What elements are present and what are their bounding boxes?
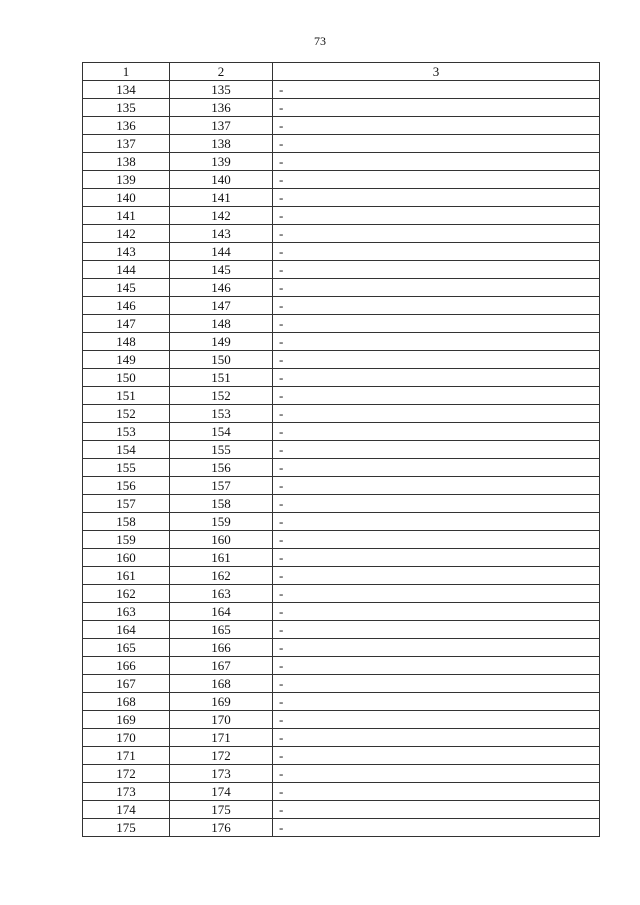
table-row — [83, 81, 600, 99]
column-header-2: 2 — [170, 63, 273, 81]
table-row — [83, 747, 600, 765]
table-row — [83, 495, 600, 513]
table-cell-col1: 174 — [83, 801, 170, 819]
table-row — [83, 423, 600, 441]
table-cell-col2: 171 — [170, 729, 273, 747]
table-row — [83, 441, 600, 459]
table-cell-col3: - — [273, 765, 600, 783]
table-cell-col1: 151 — [83, 387, 170, 405]
table-cell-col2: 173 — [170, 765, 273, 783]
table-cell-col2: 135 — [170, 81, 273, 99]
table-cell-col1: 156 — [83, 477, 170, 495]
table-row — [83, 513, 600, 531]
table-cell-col2: 166 — [170, 639, 273, 657]
table-cell-col1: 147 — [83, 315, 170, 333]
table-row — [83, 603, 600, 621]
table-cell-col3: - — [273, 477, 600, 495]
table-cell-col1: 140 — [83, 189, 170, 207]
column-header-3: 3 — [273, 63, 600, 81]
table-cell-col2: 154 — [170, 423, 273, 441]
table-cell-col1: 146 — [83, 297, 170, 315]
table-cell-col3: - — [273, 423, 600, 441]
table-cell-col2: 136 — [170, 99, 273, 117]
table-cell-col1: 134 — [83, 81, 170, 99]
table-row — [83, 405, 600, 423]
table-cell-col2: 176 — [170, 819, 273, 837]
table-cell-col3: - — [273, 153, 600, 171]
table-cell-col2: 164 — [170, 603, 273, 621]
table-cell-col2: 145 — [170, 261, 273, 279]
table-cell-col3: - — [273, 603, 600, 621]
table-row — [83, 171, 600, 189]
table-row — [83, 819, 600, 837]
table-cell-col1: 167 — [83, 675, 170, 693]
table-row — [83, 711, 600, 729]
table-cell-col1: 139 — [83, 171, 170, 189]
table-cell-col1: 141 — [83, 207, 170, 225]
table-cell-col1: 159 — [83, 531, 170, 549]
table-cell-col2: 148 — [170, 315, 273, 333]
table-row — [83, 765, 600, 783]
table-cell-col3: - — [273, 117, 600, 135]
table-cell-col1: 172 — [83, 765, 170, 783]
table-cell-col3: - — [273, 657, 600, 675]
table-row — [83, 549, 600, 567]
table-row — [83, 369, 600, 387]
table-row — [83, 585, 600, 603]
table-cell-col3: - — [273, 279, 600, 297]
table-cell-col3: - — [273, 261, 600, 279]
table-cell-col2: 156 — [170, 459, 273, 477]
table-cell-col3: - — [273, 171, 600, 189]
table-cell-col2: 150 — [170, 351, 273, 369]
table-cell-col1: 162 — [83, 585, 170, 603]
table-row — [83, 261, 600, 279]
table-cell-col3: - — [273, 639, 600, 657]
table-cell-col1: 145 — [83, 279, 170, 297]
table-cell-col3: - — [273, 621, 600, 639]
table-cell-col1: 137 — [83, 135, 170, 153]
table-cell-col2: 161 — [170, 549, 273, 567]
table-cell-col3: - — [273, 315, 600, 333]
table-cell-col1: 148 — [83, 333, 170, 351]
table-row — [83, 225, 600, 243]
table-cell-col3: - — [273, 333, 600, 351]
table-row — [83, 297, 600, 315]
table-cell-col2: 159 — [170, 513, 273, 531]
table-row — [83, 477, 600, 495]
header-row — [83, 63, 600, 81]
table-row — [83, 693, 600, 711]
data-table — [82, 62, 600, 837]
table-cell-col1: 173 — [83, 783, 170, 801]
table-row — [83, 243, 600, 261]
table-cell-col1: 165 — [83, 639, 170, 657]
table-cell-col3: - — [273, 225, 600, 243]
table-row — [83, 189, 600, 207]
table-cell-col1: 168 — [83, 693, 170, 711]
table-cell-col1: 166 — [83, 657, 170, 675]
table-cell-col2: 140 — [170, 171, 273, 189]
table-row — [83, 639, 600, 657]
table-cell-col3: - — [273, 81, 600, 99]
table-cell-col2: 167 — [170, 657, 273, 675]
table-cell-col3: - — [273, 711, 600, 729]
table-cell-col3: - — [273, 729, 600, 747]
table-cell-col2: 142 — [170, 207, 273, 225]
table-cell-col3: - — [273, 369, 600, 387]
table-row — [83, 351, 600, 369]
table-cell-col1: 149 — [83, 351, 170, 369]
table-cell-col3: - — [273, 747, 600, 765]
table-cell-col2: 157 — [170, 477, 273, 495]
table-cell-col2: 174 — [170, 783, 273, 801]
table-cell-col3: - — [273, 459, 600, 477]
table-cell-col1: 144 — [83, 261, 170, 279]
table-cell-col1: 158 — [83, 513, 170, 531]
table-row — [83, 135, 600, 153]
table-cell-col1: 170 — [83, 729, 170, 747]
table-cell-col3: - — [273, 405, 600, 423]
table-cell-col2: 169 — [170, 693, 273, 711]
table-cell-col1: 152 — [83, 405, 170, 423]
table-cell-col1: 138 — [83, 153, 170, 171]
table-row — [83, 279, 600, 297]
table-cell-col3: - — [273, 675, 600, 693]
table-cell-col2: 147 — [170, 297, 273, 315]
table-row — [83, 387, 600, 405]
table-cell-col3: - — [273, 567, 600, 585]
table-cell-col3: - — [273, 783, 600, 801]
table-row — [83, 675, 600, 693]
table-cell-col3: - — [273, 387, 600, 405]
table-cell-col2: 138 — [170, 135, 273, 153]
table-cell-col1: 157 — [83, 495, 170, 513]
table-cell-col2: 153 — [170, 405, 273, 423]
table-row — [83, 333, 600, 351]
table-cell-col3: - — [273, 207, 600, 225]
table-cell-col1: 160 — [83, 549, 170, 567]
table-cell-col3: - — [273, 819, 600, 837]
table-cell-col2: 139 — [170, 153, 273, 171]
table-cell-col3: - — [273, 513, 600, 531]
table-cell-col1: 136 — [83, 117, 170, 135]
table-row — [83, 531, 600, 549]
table-cell-col3: - — [273, 351, 600, 369]
table-cell-col1: 155 — [83, 459, 170, 477]
table-row — [83, 801, 600, 819]
table-cell-col3: - — [273, 99, 600, 117]
table-cell-col2: 151 — [170, 369, 273, 387]
table-cell-col2: 158 — [170, 495, 273, 513]
table-row — [83, 117, 600, 135]
table-cell-col1: 153 — [83, 423, 170, 441]
table-cell-col1: 171 — [83, 747, 170, 765]
table-cell-col2: 146 — [170, 279, 273, 297]
table-cell-col2: 175 — [170, 801, 273, 819]
table-cell-col1: 154 — [83, 441, 170, 459]
table-cell-col3: - — [273, 441, 600, 459]
table-cell-col2: 162 — [170, 567, 273, 585]
table-cell-col2: 137 — [170, 117, 273, 135]
table-row — [83, 207, 600, 225]
table-cell-col2: 144 — [170, 243, 273, 261]
table-body — [83, 81, 600, 837]
table-row — [83, 459, 600, 477]
table-cell-col2: 152 — [170, 387, 273, 405]
table-cell-col2: 160 — [170, 531, 273, 549]
page-number: 73 — [314, 34, 326, 48]
table-cell-col2: 155 — [170, 441, 273, 459]
table-cell-col1: 164 — [83, 621, 170, 639]
table-cell-col1: 161 — [83, 567, 170, 585]
table-row — [83, 567, 600, 585]
table-row — [83, 621, 600, 639]
table-cell-col3: - — [273, 585, 600, 603]
table-cell-col2: 163 — [170, 585, 273, 603]
table-header — [83, 63, 600, 81]
table-row — [83, 315, 600, 333]
table-cell-col1: 175 — [83, 819, 170, 837]
table-cell-col3: - — [273, 549, 600, 567]
table-cell-col2: 168 — [170, 675, 273, 693]
table-cell-col1: 150 — [83, 369, 170, 387]
table-cell-col3: - — [273, 135, 600, 153]
table-cell-col2: 143 — [170, 225, 273, 243]
table-cell-col3: - — [273, 297, 600, 315]
table-cell-col3: - — [273, 693, 600, 711]
table-cell-col2: 170 — [170, 711, 273, 729]
table-cell-col1: 143 — [83, 243, 170, 261]
table-cell-col1: 142 — [83, 225, 170, 243]
column-header-1: 1 — [83, 63, 170, 81]
table-cell-col3: - — [273, 531, 600, 549]
table-cell-col1: 163 — [83, 603, 170, 621]
table-row — [83, 153, 600, 171]
table-row — [83, 729, 600, 747]
table-cell-col3: - — [273, 189, 600, 207]
table-cell-col1: 135 — [83, 99, 170, 117]
table-cell-col2: 172 — [170, 747, 273, 765]
table-cell-col3: - — [273, 801, 600, 819]
table-cell-col3: - — [273, 243, 600, 261]
table-row — [83, 657, 600, 675]
table-cell-col1: 169 — [83, 711, 170, 729]
table-cell-col3: - — [273, 495, 600, 513]
table-row — [83, 783, 600, 801]
table-cell-col2: 165 — [170, 621, 273, 639]
table-cell-col2: 141 — [170, 189, 273, 207]
table-row — [83, 99, 600, 117]
table-cell-col2: 149 — [170, 333, 273, 351]
